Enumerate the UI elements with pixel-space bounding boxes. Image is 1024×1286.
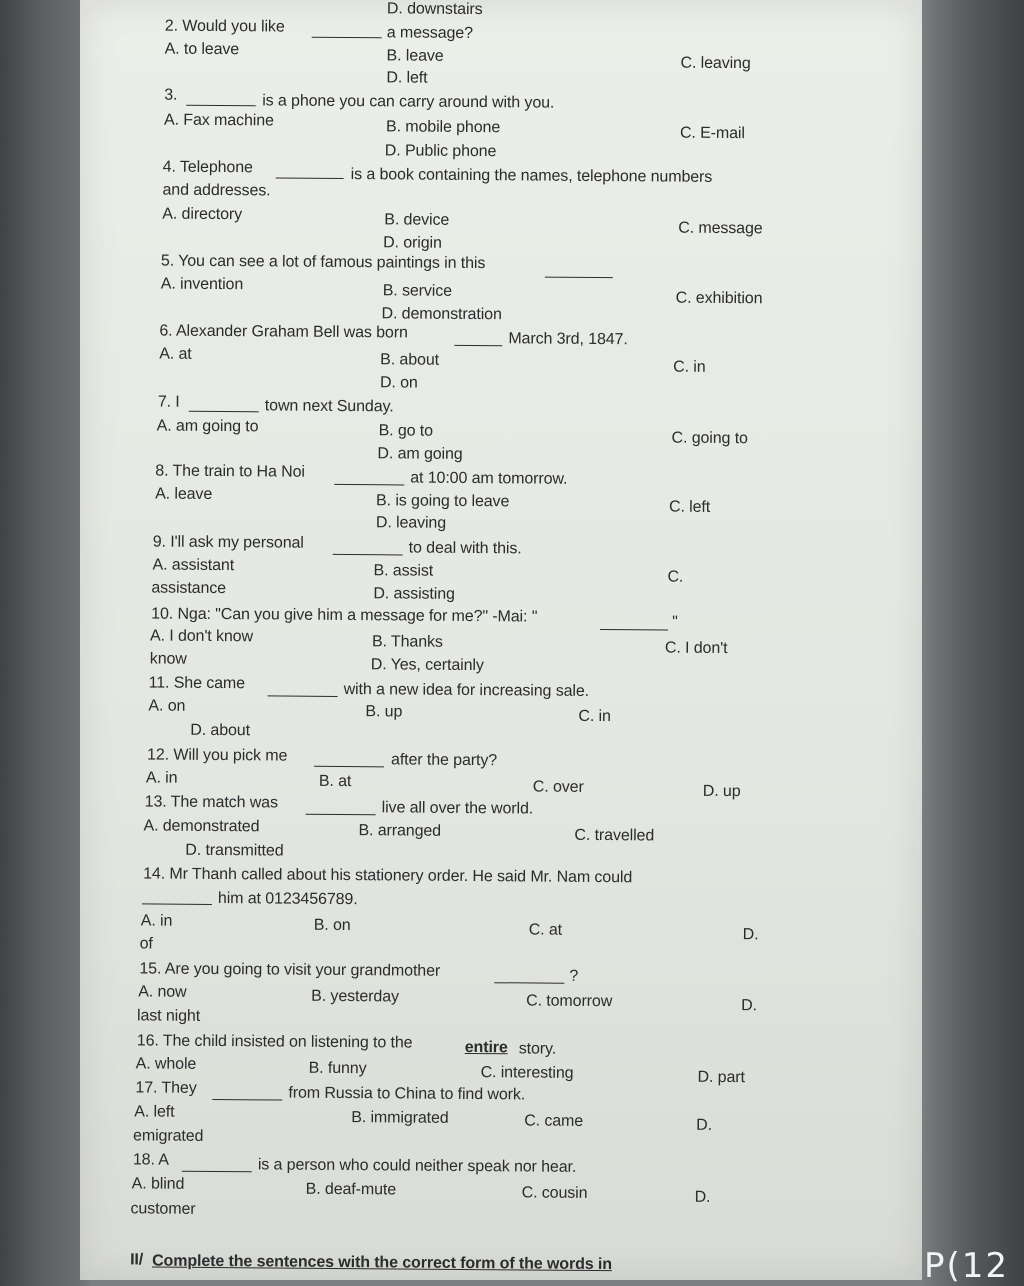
q2-option-c: C. leaving — [680, 54, 751, 73]
q4-stem-end: is a book containing the names, telephone numbers — [350, 166, 713, 186]
q8-stem-end: at 10:00 am tomorrow. — [410, 469, 568, 488]
q4-blank — [276, 177, 344, 179]
q3-stem: is a phone you can carry around with you. — [262, 92, 555, 112]
q12-option-a: A. in — [145, 769, 178, 787]
q6-option-a: A. at — [159, 345, 192, 363]
q3-option-c: C. E-mail — [679, 124, 745, 143]
q10-option-c-text: know — [149, 650, 187, 668]
q15-stem-end: ? — [569, 967, 579, 985]
q17-stem: 17. They — [135, 1079, 197, 1097]
q11-stem: 11. She came — [148, 674, 246, 693]
q4-stem: 4. Telephone — [162, 158, 253, 177]
q16-option-b: B. funny — [308, 1059, 367, 1078]
q13-option-d: D. transmitted — [185, 841, 284, 860]
q6-stem: 6. Alexander Graham Bell was born — [159, 322, 408, 342]
q9-option-b: B. assist — [373, 562, 434, 580]
q7-blank — [189, 411, 259, 413]
q18-option-c: C. cousin — [521, 1184, 588, 1202]
q14-stem-line2: him at 0123456789. — [217, 890, 358, 909]
q6-option-d: D. on — [379, 374, 418, 392]
q12-blank — [314, 766, 384, 768]
q9-option-c-text: assistance — [151, 579, 227, 598]
q15-option-d-text: last night — [136, 1007, 201, 1025]
q11-option-d: D. about — [190, 721, 251, 740]
q14-option-a: A. in — [140, 912, 173, 930]
q3-number: 3. — [164, 86, 178, 104]
q9-blank — [333, 554, 403, 556]
q15-stem: 15. Are you going to visit your grandmother — [139, 960, 441, 980]
q16-option-d: D. part — [697, 1068, 745, 1087]
q5-stem: 5. You can see a lot of famous paintings in this — [160, 252, 486, 273]
q2-option-b: B. leave — [386, 47, 444, 65]
q11-option-a: A. on — [148, 697, 186, 715]
q8-option-b: B. is going to leave — [376, 492, 510, 511]
q18-option-b: B. deaf-mute — [305, 1180, 397, 1199]
q10-option-a: A. I don't know — [149, 627, 254, 646]
q11-blank — [268, 695, 338, 697]
q18-blank — [182, 1171, 252, 1173]
q15-option-c: C. tomorrow — [526, 992, 613, 1011]
q17-option-b: B. immigrated — [351, 1109, 449, 1127]
q9-stem-end: to deal with this. — [408, 539, 522, 558]
q10-stem-end: " — [672, 613, 678, 631]
q2-option-d: D. left — [386, 69, 428, 87]
q7-stem: 7. I — [157, 393, 180, 411]
q7-option-d: D. am going — [377, 445, 463, 463]
q14-option-d-text: of — [139, 935, 153, 953]
q12-option-d: D. up — [702, 782, 741, 801]
q9-stem: 9. I'll ask my personal — [152, 533, 304, 552]
q8-option-a: A. leave — [155, 485, 213, 503]
q18-stem: 18. A — [132, 1151, 169, 1169]
q15-blank — [494, 982, 564, 984]
q7-option-a: A. am going to — [156, 417, 259, 436]
q6-blank — [454, 345, 502, 346]
page-corner-mark: P(12 — [924, 1246, 1010, 1286]
section-heading: Complete the sentences with the correct form of the words in — [152, 1252, 613, 1274]
q15-option-d: D. — [741, 997, 758, 1015]
q3-blank — [186, 105, 256, 107]
q16-option-c: C. interesting — [480, 1064, 574, 1082]
q14-option-c: C. at — [528, 921, 563, 939]
q8-option-c: C. left — [668, 498, 711, 516]
q2-blank — [312, 37, 382, 39]
q12-stem-end: after the party? — [390, 751, 498, 770]
q9-option-c: C. — [667, 568, 684, 586]
q18-option-d: D. — [694, 1188, 711, 1206]
q17-blank — [212, 1099, 282, 1101]
q10-stem: 10. Nga: "Can you give him a message for me?" -Mai: " — [151, 605, 538, 626]
q13-option-c: C. travelled — [574, 826, 655, 845]
q8-option-d: D. leaving — [375, 514, 447, 532]
q1-option-d: D. downstairs — [386, 0, 483, 19]
q4-option-c: C. message — [678, 219, 763, 238]
q14-option-d: D. — [742, 926, 759, 944]
q11-option-b: B. up — [365, 703, 403, 721]
q4-option-a: A. directory — [162, 205, 243, 224]
q16-stem-end: story. — [518, 1040, 557, 1058]
q9-option-a: A. assistant — [152, 556, 235, 575]
q13-option-b: B. arranged — [358, 822, 442, 840]
q7-option-b: B. go to — [378, 422, 434, 440]
q18-stem-end: is a person who could neither speak nor hear. — [257, 1156, 577, 1176]
q8-blank — [334, 484, 404, 486]
q14-stem: 14. Mr Thanh called about his stationery order. He said Mr. Nam could — [143, 865, 633, 887]
q2-stem-end: a message? — [386, 24, 474, 43]
q13-stem-end: live all over the world. — [381, 799, 534, 818]
q5-option-d: D. demonstration — [381, 305, 502, 324]
q11-option-c: C. in — [578, 707, 611, 726]
q4-option-b: B. device — [384, 211, 450, 229]
q17-option-c: C. came — [524, 1112, 584, 1130]
q10-option-d: D. Yes, certainly — [370, 656, 484, 675]
q6-option-c: C. in — [673, 358, 706, 376]
q16-option-a: A. whole — [135, 1055, 197, 1073]
q14-option-b: B. on — [313, 916, 351, 935]
q5-option-c: C. exhibition — [675, 289, 763, 308]
q10-option-c: C. I don't — [664, 639, 728, 658]
q18-option-a: A. blind — [131, 1175, 185, 1193]
q14-blank — [142, 903, 212, 905]
q5-option-a: A. invention — [160, 275, 244, 294]
q13-stem: 13. The match was — [144, 793, 278, 812]
q3-option-a: A. Fax machine — [164, 111, 274, 130]
q16-underlined-word: entire — [464, 1038, 508, 1057]
q16-stem: 16. The child insisted on listening to the — [136, 1032, 413, 1052]
q17-option-d: D. — [696, 1116, 713, 1134]
q17-option-a: A. left — [134, 1103, 175, 1121]
q18-option-d-text: customer — [130, 1200, 196, 1218]
q6-stem-end: March 3rd, 1847. — [508, 330, 628, 349]
q2-stem: 2. Would you like — [164, 17, 285, 36]
q2-option-a: A. to leave — [164, 40, 240, 59]
q12-stem: 12. Will you pick me — [147, 746, 288, 765]
q8-stem: 8. The train to Ha Noi — [155, 462, 305, 481]
q15-option-b: B. yesterday — [311, 987, 399, 1006]
q5-option-b: B. service — [382, 282, 453, 300]
q17-option-d-text: emigrated — [133, 1127, 204, 1145]
q3-option-b: B. mobile phone — [385, 118, 501, 137]
q12-option-b: B. at — [318, 772, 352, 791]
q7-stem-end: town next Sunday. — [264, 397, 394, 416]
q13-option-a: A. demonstrated — [143, 817, 260, 836]
section-number: II/ — [130, 1251, 144, 1269]
q5-blank — [545, 277, 613, 279]
q13-blank — [306, 814, 376, 816]
q7-option-c: C. going to — [671, 429, 748, 448]
q10-blank — [600, 629, 668, 631]
q12-option-c: C. over — [532, 778, 584, 796]
q15-option-a: A. now — [138, 983, 187, 1001]
q11-stem-end: with a new idea for increasing sale. — [343, 681, 590, 700]
q10-option-b: B. Thanks — [371, 633, 443, 651]
q17-stem-end: from Russia to China to find work. — [288, 1084, 526, 1104]
q9-option-d: D. assisting — [373, 585, 455, 603]
q6-option-b: B. about — [380, 351, 440, 369]
q4-option-d: D. origin — [383, 234, 442, 252]
q3-option-d: D. Public phone — [384, 142, 497, 161]
q4-stem-line2: and addresses. — [162, 181, 271, 200]
